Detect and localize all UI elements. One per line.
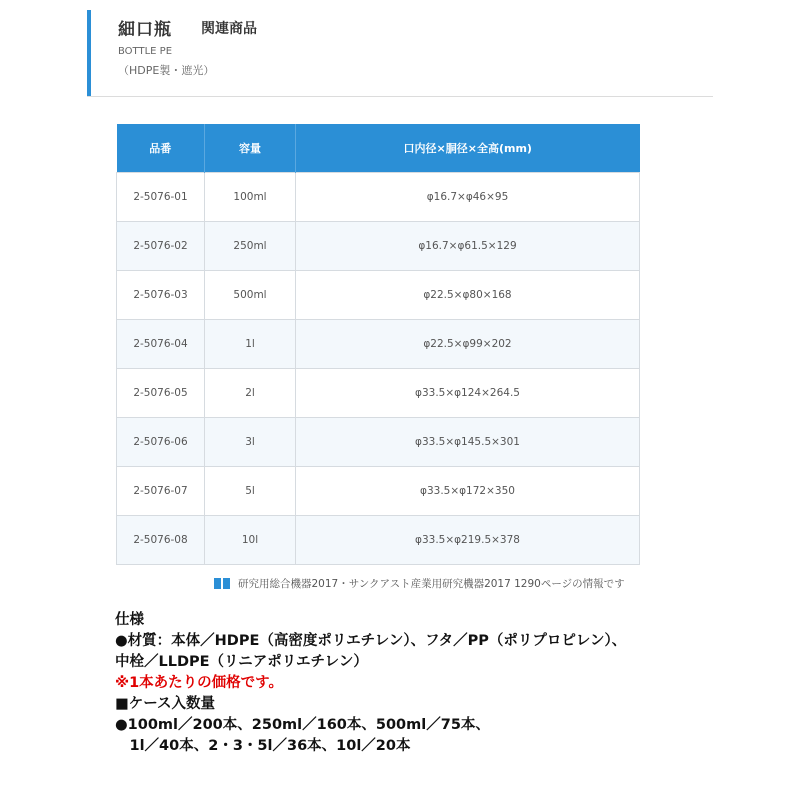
spec-heading: 仕様 <box>115 612 144 628</box>
cell-capacity: 3l <box>205 418 296 467</box>
header-item-number: 品番 <box>117 124 205 173</box>
page-header <box>87 10 717 96</box>
cell-item-number: 2-5076-07 <box>117 467 205 516</box>
product-material: （HDPE製・遮光） <box>118 64 215 77</box>
table-row <box>117 418 640 467</box>
table-row <box>117 173 640 222</box>
cell-capacity: 100ml <box>205 173 296 222</box>
cell-dimensions: φ33.5×φ124×264.5 <box>296 369 640 418</box>
page-subtitle: 関連商品 <box>201 21 257 37</box>
cell-dimensions: φ22.5×φ80×168 <box>296 271 640 320</box>
spec-section <box>115 610 626 757</box>
cell-dimensions: φ22.5×φ99×202 <box>296 320 640 369</box>
cell-item-number: 2-5076-08 <box>117 516 205 565</box>
table-row <box>117 369 640 418</box>
cell-item-number: 2-5076-04 <box>117 320 205 369</box>
cell-item-number: 2-5076-03 <box>117 271 205 320</box>
case-quantity-line1: ●100ml／200本、250ml／160本、500ml／75本、 <box>115 717 490 733</box>
cell-dimensions: φ16.7×φ46×95 <box>296 173 640 222</box>
spec-material-line1: ●材質：本体／HDPE（高密度ポリエチレン）、フタ／PP（ポリプロピレン）、 <box>115 633 627 649</box>
cell-item-number: 2-5076-06 <box>117 418 205 467</box>
table-row <box>117 222 640 271</box>
cell-capacity: 500ml <box>205 271 296 320</box>
header-divider <box>87 96 713 97</box>
table-row <box>117 516 640 565</box>
cell-capacity: 1l <box>205 320 296 369</box>
case-quantity-line2: 1l／40本、2・3・5l／36本、10l／20本 <box>115 738 411 754</box>
cell-capacity: 250ml <box>205 222 296 271</box>
cell-capacity: 5l <box>205 467 296 516</box>
cell-item-number: 2-5076-05 <box>117 369 205 418</box>
catalog-source-note <box>214 576 625 591</box>
table-row <box>117 271 640 320</box>
header-dimensions: 口内径×胴径×全高(mm) <box>296 124 640 173</box>
cell-item-number: 2-5076-01 <box>117 173 205 222</box>
catalog-source-text: 研究用総合機器2017・サンクアスト産業用研究機器2017 1290ページの情報です <box>238 578 625 590</box>
cell-dimensions: φ33.5×φ145.5×301 <box>296 418 640 467</box>
cell-dimensions: φ16.7×φ61.5×129 <box>296 222 640 271</box>
product-table <box>116 124 640 565</box>
cell-item-number: 2-5076-02 <box>117 222 205 271</box>
cell-dimensions: φ33.5×φ219.5×378 <box>296 516 640 565</box>
cell-dimensions: φ33.5×φ172×350 <box>296 467 640 516</box>
spec-material-line2: 中栓／LLDPE（リニアポリエチレン） <box>115 654 368 670</box>
product-name-en: BOTTLE PE <box>118 46 173 57</box>
table-row <box>117 320 640 369</box>
book-icon <box>214 578 230 589</box>
cell-capacity: 10l <box>205 516 296 565</box>
price-note: ※1本あたりの価格です。 <box>115 675 284 691</box>
header-capacity: 容量 <box>205 124 296 173</box>
table-header-row <box>117 124 640 173</box>
case-quantity-heading: ■ケース入数量 <box>115 696 215 712</box>
table-row <box>117 467 640 516</box>
cell-capacity: 2l <box>205 369 296 418</box>
page-title: 細口瓶 <box>118 20 172 40</box>
